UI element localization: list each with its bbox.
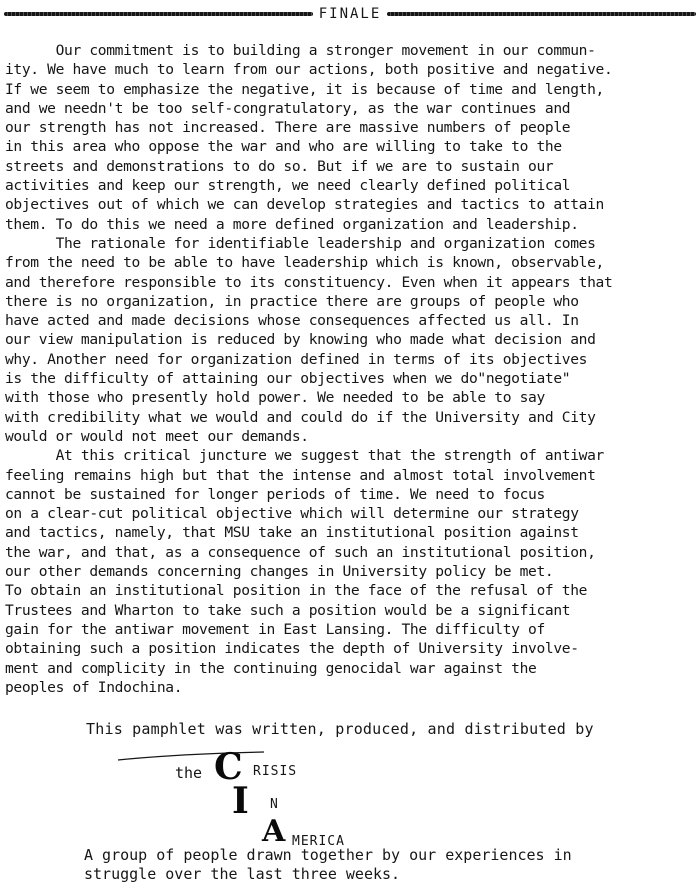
body-line: To obtain an institutional position in the face of the refusal of the bbox=[5, 582, 588, 600]
body-line: peoples of Indochina. bbox=[5, 678, 183, 696]
body-line: have acted and made decisions whose consequences affected us all. In bbox=[5, 312, 579, 330]
finale-header bbox=[4, 4, 696, 24]
body-line: streets and demonstrations to do so. But if we are to sustain our bbox=[5, 157, 554, 175]
body-line: would or would not meet our demands. bbox=[5, 427, 309, 445]
body-line: and we needn't be too self-congratulatory, as the war continues and bbox=[5, 99, 571, 117]
body-line: objectives out of which we can develop strategies and tactics to attain bbox=[5, 196, 604, 214]
body-line: and tactics, namely, that MSU take an institutional position against bbox=[5, 524, 579, 542]
body-line: gain for the antiwar movement in East Lansing. The difficulty of bbox=[5, 620, 545, 638]
header-rule-left bbox=[4, 12, 313, 16]
body-line: ment and complicity in the continuing genocidal war against the bbox=[5, 659, 537, 677]
body-line: with credibility what we would and could do if the University and City bbox=[5, 408, 596, 426]
body-line: our strength has not increased. There are massive numbers of people bbox=[5, 119, 571, 137]
body-line: our other demands concerning changes in University policy be met. bbox=[5, 563, 554, 581]
logo-word-crisis: RISIS bbox=[253, 764, 298, 779]
body-line: activities and keep our strength, we need clearly defined political bbox=[5, 177, 571, 195]
body-line: If we seem to emphasize the negative, it is because of time and length, bbox=[5, 80, 604, 98]
logo-big-a: A bbox=[262, 814, 286, 849]
body-line: Trustees and Wharton to take such a position would be a significant bbox=[5, 601, 571, 619]
body-text bbox=[5, 41, 698, 697]
body-line: our view manipulation is reduced by knowing who made what decision and bbox=[5, 331, 596, 349]
body-line: cannot be sustained for longer periods of time. We need to focus bbox=[5, 485, 545, 503]
body-line: in this area who oppose the war and who are willing to take to the bbox=[5, 138, 562, 156]
handwritten-underline bbox=[116, 750, 266, 762]
closing-text bbox=[84, 846, 684, 884]
body-line: with those who presently hold power. We needed to be able to say bbox=[5, 389, 545, 407]
body-line: Our commitment is to building a stronger movement in our commun- bbox=[5, 42, 596, 59]
body-line: At this critical juncture we suggest that the strength of antiwar bbox=[5, 447, 604, 465]
logo-big-i: I bbox=[232, 780, 249, 822]
body-line: them. To do this we need a more defined organization and leadership. bbox=[5, 215, 579, 233]
closing-line: A group of people drawn together by our experiences in bbox=[84, 846, 572, 864]
body-line: ity. We have much to learn from our actions, both positive and negative. bbox=[5, 61, 613, 79]
header-rule-right bbox=[387, 12, 696, 16]
logo-big-c: C bbox=[214, 746, 243, 788]
body-line: feeling remains high but that the intense and almost total involvement bbox=[5, 466, 596, 484]
body-line: on a clear-cut political objective which will determine our strategy bbox=[5, 505, 579, 523]
logo-word-america: MERICA bbox=[292, 834, 345, 849]
body-line: is the difficulty of attaining our objectives when we do"negotiate" bbox=[5, 370, 571, 388]
body-line: obtaining such a position indicates the depth of University involve- bbox=[5, 640, 579, 658]
body-line: The rationale for identifiable leadership and organization comes bbox=[5, 234, 596, 252]
logo-word-in: N bbox=[270, 797, 279, 812]
body-line: there is no organization, in practice there are groups of people who bbox=[5, 292, 579, 310]
logo-the: the bbox=[175, 764, 203, 782]
credit-line: This pamphlet was written, produced, and distributed by bbox=[86, 720, 594, 738]
body-line: why. Another need for organization defined in terms of its objectives bbox=[5, 350, 588, 368]
closing-line: struggle over the last three weeks. bbox=[84, 865, 401, 883]
page-title: FINALE bbox=[318, 6, 382, 22]
body-line: the war, and that, as a consequence of such an institutional position, bbox=[5, 543, 596, 561]
body-line: and therefore responsible to its constituency. Even when it appears that bbox=[5, 273, 613, 291]
body-line: from the need to be able to have leadership which is known, observable, bbox=[5, 254, 604, 272]
